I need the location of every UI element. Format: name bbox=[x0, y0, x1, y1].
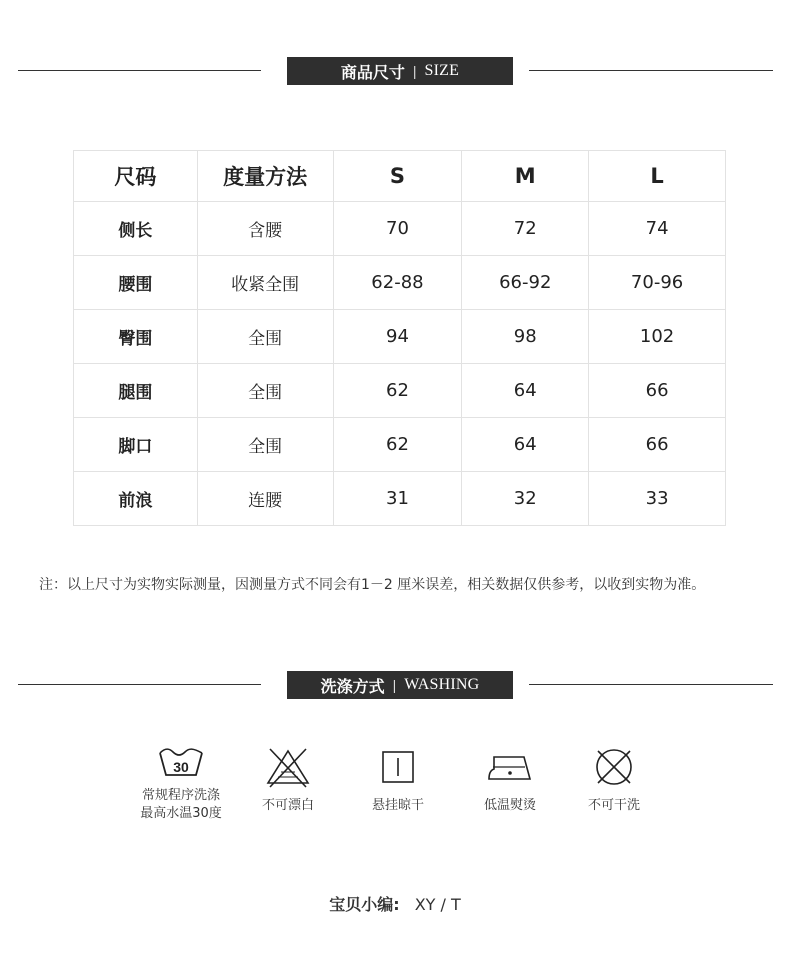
value-s: 31 bbox=[333, 472, 462, 526]
wash-label: 不可干洗 bbox=[587, 798, 640, 813]
measure-name: 脚口 bbox=[74, 418, 198, 472]
value-l: 74 bbox=[589, 202, 726, 256]
wash-label: 常规程序洗涤 最高水温30度 bbox=[140, 788, 222, 821]
size-title-en: SIZE bbox=[424, 62, 460, 79]
editor-credit bbox=[0, 892, 790, 915]
wash-label: 不可漂白 bbox=[261, 798, 314, 813]
value-m: 32 bbox=[462, 472, 589, 526]
measurement-note: 注：以上尺寸为实物实际测量，因测量方式不同会有1－2 厘米误差，相关数据仅供参考，以收到实物为准。 bbox=[39, 577, 706, 593]
wash-header-badge bbox=[287, 671, 513, 699]
table-row bbox=[74, 310, 726, 364]
size-table-header-row bbox=[74, 151, 726, 202]
value-m: 66-92 bbox=[462, 256, 589, 310]
header-divider-right bbox=[529, 684, 773, 685]
value-s: 70 bbox=[333, 202, 462, 256]
hang-dry-icon bbox=[374, 745, 422, 789]
wash-label: 低温熨烫 bbox=[483, 798, 536, 813]
header-divider-right bbox=[529, 70, 773, 71]
wash-item-no-bleach bbox=[233, 745, 343, 815]
measure-method: 全围 bbox=[197, 364, 333, 418]
header-cell-m: M bbox=[462, 151, 589, 202]
table-row bbox=[74, 418, 726, 472]
header-divider-left bbox=[18, 684, 261, 685]
value-m: 64 bbox=[462, 418, 589, 472]
measure-name: 前浪 bbox=[74, 472, 198, 526]
value-l: 33 bbox=[589, 472, 726, 526]
size-title-separator: | bbox=[412, 63, 417, 79]
value-m: 72 bbox=[462, 202, 589, 256]
editor-name: XY / T bbox=[414, 895, 461, 914]
wash-title-separator: | bbox=[392, 677, 397, 693]
value-s: 62 bbox=[333, 364, 462, 418]
wash-30-icon bbox=[157, 745, 205, 779]
value-m: 98 bbox=[462, 310, 589, 364]
table-row bbox=[74, 472, 726, 526]
svg-text:30: 30 bbox=[173, 759, 189, 775]
size-title-cn: 商品尺寸 bbox=[340, 62, 405, 82]
no-dry-clean-icon bbox=[590, 745, 638, 789]
wash-title-cn: 洗涤方式 bbox=[320, 676, 385, 696]
measure-method: 收紧全围 bbox=[197, 256, 333, 310]
table-row bbox=[74, 256, 726, 310]
measure-name: 侧长 bbox=[74, 202, 198, 256]
header-cell-size: 尺码 bbox=[74, 151, 198, 202]
value-s: 62 bbox=[333, 418, 462, 472]
size-table bbox=[73, 150, 726, 526]
value-l: 70-96 bbox=[589, 256, 726, 310]
no-bleach-icon bbox=[264, 745, 312, 789]
value-s: 94 bbox=[333, 310, 462, 364]
header-cell-l: L bbox=[589, 151, 726, 202]
wash-item-no-dry-clean bbox=[559, 745, 669, 815]
value-l: 66 bbox=[589, 418, 726, 472]
measure-method: 全围 bbox=[197, 310, 333, 364]
value-l: 66 bbox=[589, 364, 726, 418]
table-row bbox=[74, 364, 726, 418]
size-section-header bbox=[0, 57, 790, 85]
wash-label: 悬挂晾干 bbox=[371, 798, 424, 813]
measure-name: 臀围 bbox=[74, 310, 198, 364]
low-iron-icon bbox=[484, 745, 536, 789]
wash-item-hang-dry bbox=[343, 745, 453, 815]
size-header-badge bbox=[287, 57, 513, 85]
measure-name: 腿围 bbox=[74, 364, 198, 418]
value-l: 102 bbox=[589, 310, 726, 364]
measure-method: 含腰 bbox=[197, 202, 333, 256]
wash-title-en: WASHING bbox=[404, 676, 480, 693]
wash-item-30 bbox=[126, 745, 236, 823]
header-cell-s: S bbox=[333, 151, 462, 202]
measure-method: 全围 bbox=[197, 418, 333, 472]
value-s: 62-88 bbox=[333, 256, 462, 310]
measure-method: 连腰 bbox=[197, 472, 333, 526]
wash-item-low-iron bbox=[455, 745, 565, 815]
table-row bbox=[74, 202, 726, 256]
header-cell-method: 度量方法 bbox=[197, 151, 333, 202]
wash-section-header bbox=[0, 671, 790, 699]
value-m: 64 bbox=[462, 364, 589, 418]
header-divider-left bbox=[18, 70, 261, 71]
editor-label: 宝贝小编: bbox=[329, 895, 400, 914]
measure-name: 腰围 bbox=[74, 256, 198, 310]
